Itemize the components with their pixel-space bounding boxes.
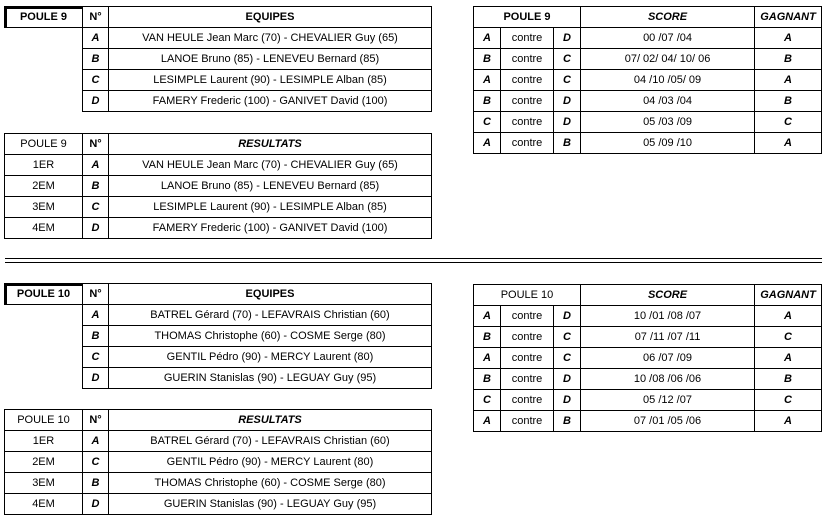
match-winner: C bbox=[755, 390, 822, 411]
match-team1: B bbox=[474, 369, 501, 390]
match-team1: A bbox=[474, 70, 501, 91]
teams-header: EQUIPES bbox=[109, 7, 432, 28]
team-letter: B bbox=[83, 49, 109, 70]
result-team-name: LANOE Bruno (85) - LENEVEU Bernard (85) bbox=[109, 176, 432, 197]
pool-label: POULE 10 bbox=[5, 410, 83, 431]
match-score: 10 /08 /06 /06 bbox=[581, 369, 755, 390]
score-header: SCORE bbox=[581, 285, 755, 306]
teams-header: EQUIPES bbox=[109, 284, 432, 305]
match-versus: contre bbox=[501, 49, 554, 70]
result-rank: 1ER bbox=[5, 431, 83, 452]
poule10-teams-table bbox=[4, 283, 432, 389]
match-team1: A bbox=[474, 133, 501, 154]
match-row bbox=[474, 91, 822, 112]
match-score: 05 /12 /07 bbox=[581, 390, 755, 411]
match-score: 10 /01 /08 /07 bbox=[581, 306, 755, 327]
match-score: 06 /07 /09 bbox=[581, 348, 755, 369]
team-letter: B bbox=[83, 326, 109, 347]
team-letter: C bbox=[83, 70, 109, 91]
team-letter: A bbox=[83, 28, 109, 49]
match-versus: contre bbox=[501, 390, 554, 411]
match-versus: contre bbox=[501, 70, 554, 91]
match-versus: contre bbox=[501, 28, 554, 49]
results-header: RESULTATS bbox=[109, 134, 432, 155]
team-row bbox=[5, 347, 432, 368]
result-letter: A bbox=[83, 155, 109, 176]
match-team1: B bbox=[474, 49, 501, 70]
match-team2: C bbox=[554, 327, 581, 348]
match-team2: B bbox=[554, 411, 581, 432]
match-score: 04 /03 /04 bbox=[581, 91, 755, 112]
match-team1: A bbox=[474, 411, 501, 432]
match-team1: A bbox=[474, 306, 501, 327]
match-winner: A bbox=[755, 411, 822, 432]
poule9-results-table bbox=[4, 133, 432, 239]
team-row bbox=[5, 368, 432, 389]
match-row bbox=[474, 348, 822, 369]
match-winner: B bbox=[755, 91, 822, 112]
result-team-name: THOMAS Christophe (60) - COSME Serge (80) bbox=[109, 473, 432, 494]
pool-label: POULE 10 bbox=[474, 285, 581, 306]
team-name: VAN HEULE Jean Marc (70) - CHEVALIER Guy (65) bbox=[109, 28, 432, 49]
match-winner: B bbox=[755, 369, 822, 390]
result-team-name: GENTIL Pédro (90) - MERCY Laurent (80) bbox=[109, 452, 432, 473]
team-row bbox=[5, 305, 432, 326]
match-row bbox=[474, 133, 822, 154]
match-versus: contre bbox=[501, 91, 554, 112]
match-team2: B bbox=[554, 133, 581, 154]
team-row bbox=[5, 91, 432, 112]
match-winner: C bbox=[755, 112, 822, 133]
pool-label: POULE 9 bbox=[5, 134, 83, 155]
result-row bbox=[5, 176, 432, 197]
team-name: LESIMPLE Laurent (90) - LESIMPLE Alban (85) bbox=[109, 70, 432, 91]
match-row bbox=[474, 49, 822, 70]
match-versus: contre bbox=[501, 306, 554, 327]
match-row bbox=[474, 306, 822, 327]
team-name: GENTIL Pédro (90) - MERCY Laurent (80) bbox=[109, 347, 432, 368]
pool-label: POULE 9 bbox=[474, 7, 581, 28]
number-header: N° bbox=[83, 134, 109, 155]
team-row bbox=[5, 70, 432, 91]
result-row bbox=[5, 155, 432, 176]
result-letter: D bbox=[83, 218, 109, 239]
team-name: FAMERY Frederic (100) - GANIVET David (100) bbox=[109, 91, 432, 112]
match-team1: B bbox=[474, 91, 501, 112]
match-winner: B bbox=[755, 49, 822, 70]
pool-label: POULE 10 bbox=[5, 284, 83, 305]
match-winner: A bbox=[755, 348, 822, 369]
team-name: THOMAS Christophe (60) - COSME Serge (80) bbox=[109, 326, 432, 347]
match-row bbox=[474, 112, 822, 133]
result-row bbox=[5, 473, 432, 494]
match-team2: D bbox=[554, 306, 581, 327]
poule9-scores-table bbox=[473, 6, 822, 154]
match-winner: A bbox=[755, 70, 822, 91]
number-header: N° bbox=[83, 410, 109, 431]
match-score: 07/ 02/ 04/ 10/ 06 bbox=[581, 49, 755, 70]
match-score: 07 /11 /07 /11 bbox=[581, 327, 755, 348]
result-rank: 1ER bbox=[5, 155, 83, 176]
match-row bbox=[474, 70, 822, 91]
result-letter: D bbox=[83, 494, 109, 515]
match-team1: C bbox=[474, 112, 501, 133]
result-row bbox=[5, 197, 432, 218]
match-row bbox=[474, 390, 822, 411]
team-row bbox=[5, 326, 432, 347]
result-letter: A bbox=[83, 431, 109, 452]
poule10-results-table bbox=[4, 409, 432, 515]
team-letter: D bbox=[83, 91, 109, 112]
result-row bbox=[5, 452, 432, 473]
match-score: 07 /01 /05 /06 bbox=[581, 411, 755, 432]
match-winner: A bbox=[755, 133, 822, 154]
winner-header: GAGNANT bbox=[755, 7, 822, 28]
match-versus: contre bbox=[501, 369, 554, 390]
number-header: N° bbox=[83, 7, 109, 28]
match-team1: A bbox=[474, 28, 501, 49]
result-row bbox=[5, 218, 432, 239]
match-score: 00 /07 /04 bbox=[581, 28, 755, 49]
team-name: LANOE Bruno (85) - LENEVEU Bernard (85) bbox=[109, 49, 432, 70]
match-team2: D bbox=[554, 28, 581, 49]
score-header: SCORE bbox=[581, 7, 755, 28]
match-score: 04 /10 /05/ 09 bbox=[581, 70, 755, 91]
section-divider bbox=[5, 262, 822, 263]
result-rank: 4EM bbox=[5, 218, 83, 239]
result-row bbox=[5, 494, 432, 515]
result-rank: 3EM bbox=[5, 473, 83, 494]
team-name: GUERIN Stanislas (90) - LEGUAY Guy (95) bbox=[109, 368, 432, 389]
result-team-name: LESIMPLE Laurent (90) - LESIMPLE Alban (85) bbox=[109, 197, 432, 218]
poule10-scores-table bbox=[473, 284, 822, 432]
match-winner: A bbox=[755, 28, 822, 49]
match-versus: contre bbox=[501, 112, 554, 133]
match-row bbox=[474, 369, 822, 390]
section-divider bbox=[5, 258, 822, 259]
result-rank: 4EM bbox=[5, 494, 83, 515]
team-letter: C bbox=[83, 347, 109, 368]
match-versus: contre bbox=[501, 411, 554, 432]
result-letter: B bbox=[83, 473, 109, 494]
winner-header: GAGNANT bbox=[755, 285, 822, 306]
match-winner: A bbox=[755, 306, 822, 327]
match-row bbox=[474, 327, 822, 348]
number-header: N° bbox=[83, 284, 109, 305]
team-letter: D bbox=[83, 368, 109, 389]
match-team2: D bbox=[554, 112, 581, 133]
match-team1: A bbox=[474, 348, 501, 369]
result-row bbox=[5, 431, 432, 452]
result-team-name: GUERIN Stanislas (90) - LEGUAY Guy (95) bbox=[109, 494, 432, 515]
team-name: BATREL Gérard (70) - LEFAVRAIS Christian (60) bbox=[109, 305, 432, 326]
match-team1: C bbox=[474, 390, 501, 411]
pool-label: POULE 9 bbox=[5, 7, 83, 28]
result-letter: C bbox=[83, 197, 109, 218]
result-team-name: VAN HEULE Jean Marc (70) - CHEVALIER Guy (65) bbox=[109, 155, 432, 176]
result-rank: 2EM bbox=[5, 176, 83, 197]
team-row bbox=[5, 28, 432, 49]
match-row bbox=[474, 411, 822, 432]
results-header: RESULTATS bbox=[109, 410, 432, 431]
match-team2: D bbox=[554, 369, 581, 390]
match-versus: contre bbox=[501, 327, 554, 348]
match-team2: D bbox=[554, 91, 581, 112]
match-score: 05 /09 /10 bbox=[581, 133, 755, 154]
match-winner: C bbox=[755, 327, 822, 348]
team-letter: A bbox=[83, 305, 109, 326]
match-versus: contre bbox=[501, 348, 554, 369]
match-team2: D bbox=[554, 390, 581, 411]
poule9-teams-table bbox=[4, 6, 432, 112]
match-team1: B bbox=[474, 327, 501, 348]
result-team-name: FAMERY Frederic (100) - GANIVET David (100) bbox=[109, 218, 432, 239]
result-letter: C bbox=[83, 452, 109, 473]
result-rank: 2EM bbox=[5, 452, 83, 473]
match-team2: C bbox=[554, 70, 581, 91]
match-score: 05 /03 /09 bbox=[581, 112, 755, 133]
team-row bbox=[5, 49, 432, 70]
match-versus: contre bbox=[501, 133, 554, 154]
match-row bbox=[474, 28, 822, 49]
result-team-name: BATREL Gérard (70) - LEFAVRAIS Christian (60) bbox=[109, 431, 432, 452]
result-letter: B bbox=[83, 176, 109, 197]
match-team2: C bbox=[554, 49, 581, 70]
result-rank: 3EM bbox=[5, 197, 83, 218]
match-team2: C bbox=[554, 348, 581, 369]
